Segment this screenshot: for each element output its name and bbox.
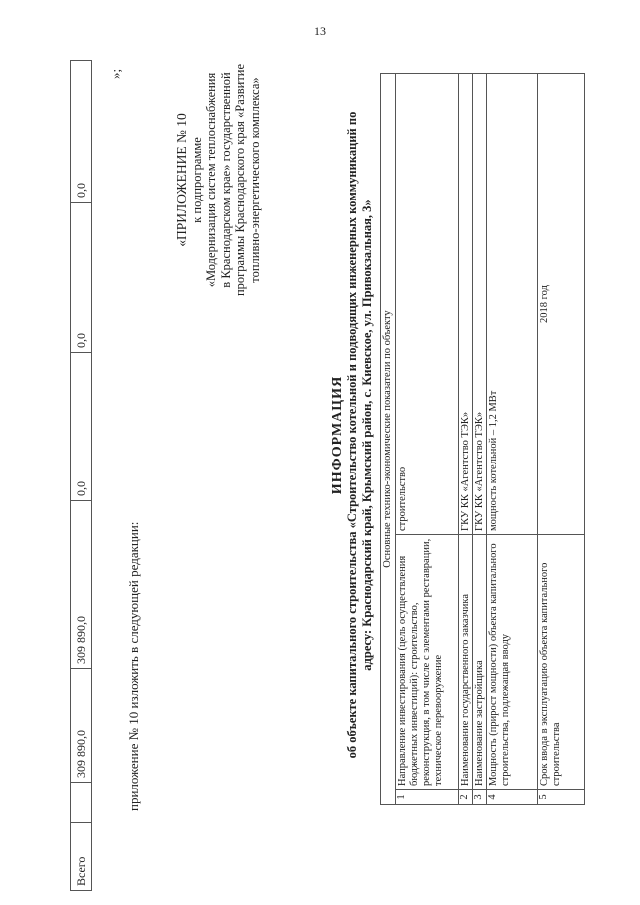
total-value-4: 0,0 [71, 202, 91, 352]
quote-end: »; [108, 68, 123, 79]
total-row-table [70, 60, 92, 891]
row-value: строительство [397, 466, 408, 531]
row-number: 5 [538, 789, 584, 804]
row-number: 3 [473, 789, 486, 804]
row-name: Срок ввода в эксплуатацию объекта капитального строительства [538, 534, 584, 789]
total-value-1: 309 890,0 [71, 668, 91, 782]
row-number: 2 [459, 789, 472, 804]
appendix-line-3: в Краснодарском крае» государственной [218, 72, 233, 288]
heading-title: ИНФОРМАЦИЯ [330, 375, 345, 495]
table-row [487, 74, 538, 804]
table-caption: Основные технико-экономические показатели по объекту [381, 74, 396, 804]
page-number: 13 [314, 24, 326, 38]
appendix-line-2: «Модернизация систем теплоснабжения [204, 72, 218, 288]
row-name: Мощность (прирост мощности) объекта капитального строительства, подлежащая вводу [487, 534, 537, 789]
document-heading [330, 65, 375, 805]
total-spacer [71, 782, 91, 822]
row-name: Направление инвестирования (цель осуществления бюджетных инвестиций): строительство, реконструкция, в том числе с элементами реставрации, техническое перевооружение [396, 534, 458, 789]
table-row [459, 74, 473, 804]
row-name: Наименование государственного заказчика [459, 534, 472, 789]
row-number: 4 [487, 789, 537, 804]
total-label: Всего [71, 822, 91, 890]
appendix-block [175, 15, 262, 345]
heading-line-1: об объекте капитального строительства «Строительство котельной и подводящих инженерных коммуникаций по [345, 111, 359, 759]
table-row [473, 74, 487, 804]
row-value: мощность котельной – 1,2 МВт [488, 390, 499, 531]
appendix-line-5: топливно-энергетического комплекса» [247, 77, 262, 283]
appendix-line-1: к подпрограмме [189, 137, 204, 223]
table-row [538, 74, 584, 804]
indicators-table [380, 73, 585, 805]
heading-line-2: адресу: Краснодарский край, Крымский район, с. Киевское, ул. Привокзальная, 3» [360, 199, 374, 671]
row-number: 1 [396, 789, 458, 804]
total-value-2: 309 890,0 [71, 500, 91, 668]
appendix-line-4: программы Краснодарского края «Развитие [233, 63, 247, 297]
row-value: ГКУ КК «Агентство ТЭК» [460, 411, 471, 531]
appendix-title: «ПРИЛОЖЕНИЕ № 10 [174, 113, 189, 247]
redaction-text: приложение № 10 изложить в следующей редакции: [126, 521, 141, 811]
row-value: ГКУ КК «Агентство ТЭК» [474, 411, 485, 531]
row-value: 2018 год [539, 285, 550, 323]
row-name: Наименование застройщика [473, 534, 486, 789]
total-value-5: 0,0 [71, 60, 91, 202]
total-value-3: 0,0 [71, 352, 91, 500]
table-row [396, 74, 459, 804]
